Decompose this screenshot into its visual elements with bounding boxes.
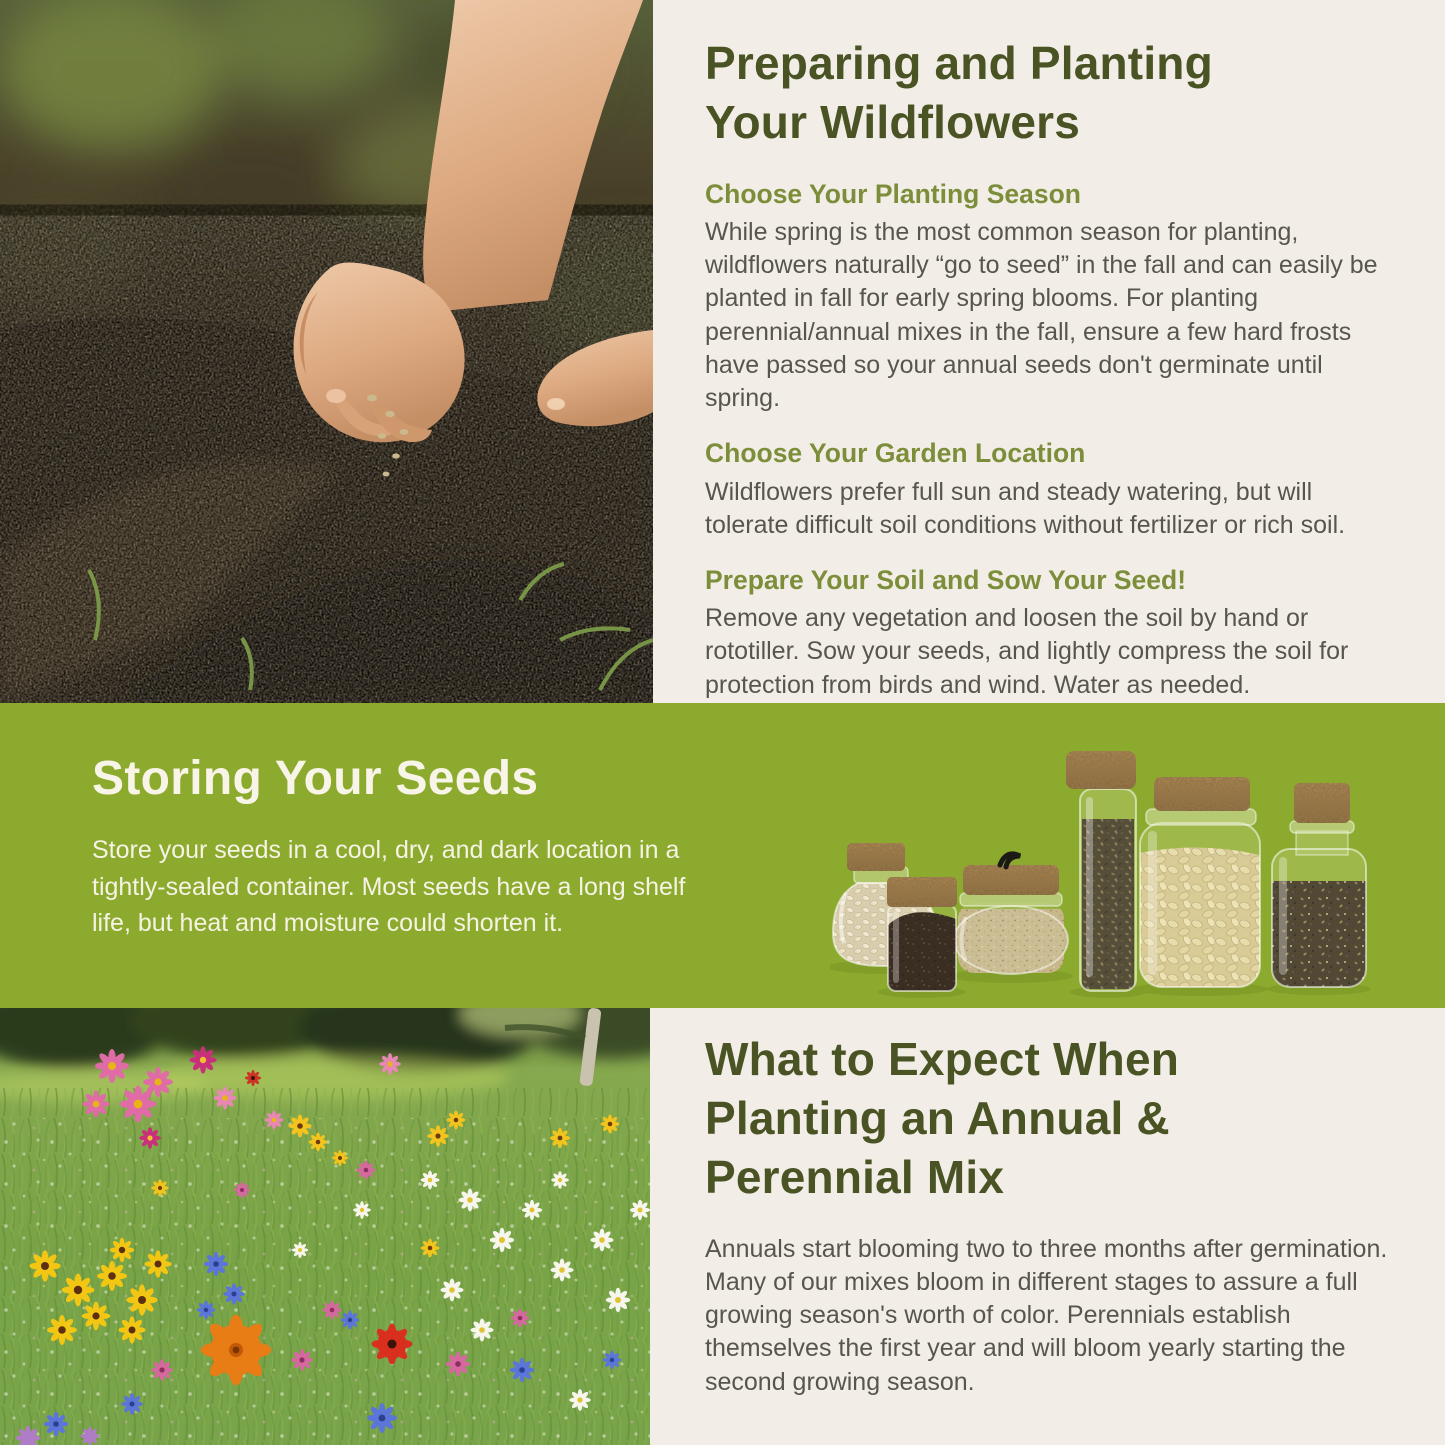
preparing-planting-title: Preparing and Planting Your Wildflowers	[705, 37, 1213, 148]
seed-jars-photo	[830, 703, 1445, 1008]
seed-jars-illustration	[830, 703, 1445, 1008]
garden-location-body: Wildflowers prefer full sun and steady watering, but will tolerate difficult soil conditions without fertilizer or rich soil.	[705, 477, 1346, 539]
hand-sowing-seeds-photo	[0, 0, 653, 703]
meadow-illustration	[0, 1008, 650, 1445]
wildflower-meadow-photo	[0, 1008, 650, 1445]
tiny-white-flowers	[0, 1118, 650, 1445]
soil-photo-illustration	[0, 0, 653, 703]
planting-season-body: While spring is the most common season for planting, wildflowers naturally “go to seed” in the fall and can easily be planted in fall for early spring blooms. For planting perennial/annual mixes in the fall, ensure a few hard frosts have passed so your annual seeds don't germinate until spring.	[705, 217, 1378, 413]
planting-season-heading: Choose Your Planting Season	[705, 178, 1081, 209]
jar-tan-seeds	[950, 854, 1076, 981]
storing-seeds-title: Storing Your Seeds	[92, 752, 539, 805]
storing-seeds-band	[0, 703, 1445, 1008]
jar-mixed-seeds	[1272, 783, 1366, 987]
jar-dark-seeds	[887, 877, 957, 991]
storing-seeds-text	[92, 751, 717, 942]
garden-location-section	[705, 437, 1401, 542]
jar-tall-tube	[1066, 751, 1136, 991]
garden-location-heading: Choose Your Garden Location	[705, 438, 1086, 469]
what-to-expect-panel	[650, 1008, 1445, 1445]
prepare-soil-body: Remove any vegetation and loosen the soil by hand or rototiller. Sow your seeds, and lightly compress the soil for protection from birds and wind. Water as needed.	[705, 604, 1349, 699]
prepare-soil-section	[705, 564, 1401, 702]
preparing-planting-panel	[653, 0, 1445, 703]
storing-seeds-body: Store your seeds in a cool, dry, and dark location in a tightly-sealed container. Most seeds have a long shelf life, but heat and moisture could shorten it.	[92, 836, 686, 938]
planting-season-section	[705, 178, 1401, 416]
jar-pumpkin-seeds	[1140, 777, 1260, 987]
what-to-expect-body: Annuals start blooming two to three months after germination. Many of our mixes bloom in different stages to assure a full growing season's worth of color. Perennials establish themselves the first year and will bloom yearly starting the second growing season.	[705, 1234, 1388, 1396]
what-to-expect-title: What to Expect When Planting an Annual & Perennial Mix	[705, 1033, 1180, 1203]
prepare-soil-heading: Prepare Your Soil and Sow Your Seed!	[705, 565, 1187, 595]
